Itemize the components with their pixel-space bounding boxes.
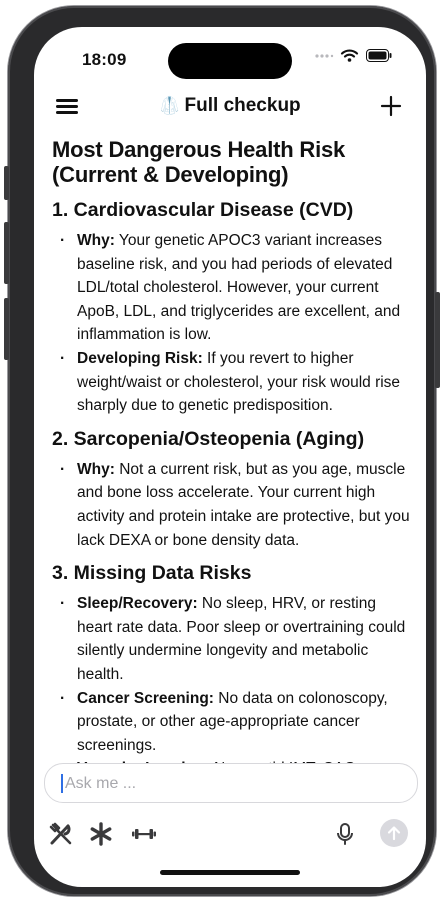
bullet-list xyxy=(52,592,412,781)
status-icons xyxy=(315,49,392,62)
dynamic-island xyxy=(168,43,292,79)
bullet-label: Sleep/Recovery: xyxy=(77,595,198,613)
home-indicator xyxy=(160,870,300,875)
bullet-list xyxy=(52,458,412,552)
composer-toolbar xyxy=(34,817,426,849)
volume-down-button xyxy=(4,298,9,360)
send-button[interactable] xyxy=(380,819,408,847)
section-title: 3. Missing Data Risks xyxy=(52,562,252,585)
bullet-text: Your genetic APOC3 variant increases baseline risk, and you had periods of elevated LDL/total cholesterol. However, your current ApoB, LDL, and triglycerides are excellent, and inflammation is low. xyxy=(77,232,401,344)
fork-knife-icon[interactable] xyxy=(48,821,74,847)
power-button xyxy=(435,292,440,388)
status-bar xyxy=(34,27,426,79)
message-composer[interactable] xyxy=(44,763,418,803)
bullet-label: Why: xyxy=(77,232,115,249)
status-time: 18:09 xyxy=(82,50,127,69)
bullet-text: No data on colonoscopy, prostate, or other age-appropriate cancer screenings. xyxy=(77,689,388,754)
phone-frame xyxy=(8,6,436,896)
wifi-icon xyxy=(341,49,358,62)
microphone-icon[interactable] xyxy=(332,821,358,847)
cellular-signal-icon xyxy=(315,52,333,60)
list-item xyxy=(52,687,412,758)
dumbbell-icon[interactable] xyxy=(130,821,158,847)
lab-coat-icon: 🥼 xyxy=(159,96,181,115)
battery-icon xyxy=(366,49,392,62)
article-heading: Most Dangerous Health Risk (Current & Developing) xyxy=(52,137,346,187)
volume-up-button xyxy=(4,222,9,284)
bullet-label: Why: xyxy=(77,460,115,478)
mute-switch xyxy=(4,166,9,200)
plus-icon[interactable] xyxy=(380,95,402,117)
phone-screen xyxy=(34,27,426,887)
section-title: 2. Sarcopenia/Osteopenia (Aging) xyxy=(52,427,365,450)
message-content xyxy=(52,135,412,757)
asterisk-icon[interactable] xyxy=(88,821,114,847)
bullet-text: Not a current risk, but as you age, muscle and bone loss accelerate. Your current high activity and protein intake are protective, but you lack DEXA or bone density data. xyxy=(77,460,410,549)
list-item xyxy=(52,229,412,347)
bullet-list xyxy=(52,229,412,418)
arrow-up-icon xyxy=(386,825,402,841)
section-title: 1. Cardiovascular Disease (CVD) xyxy=(52,199,354,221)
chat-title xyxy=(34,95,426,117)
chat-header xyxy=(34,87,426,127)
list-item xyxy=(52,458,412,552)
chat-title-text: Full checkup xyxy=(184,95,301,116)
bullet-text: No sleep, HRV, or resting heart rate data. Poor sleep or overtraining could silently undermine longevity and metabolic health. xyxy=(77,595,406,683)
bullet-label: Cancer Screening: xyxy=(77,689,214,707)
bullet-text: If you revert to higher weight/waist or cholesterol, your risk would rise sharply due to genetic predisposition. xyxy=(77,349,401,415)
list-item xyxy=(52,347,412,418)
list-item xyxy=(52,592,412,686)
bullet-label: Developing Risk: xyxy=(77,349,203,367)
message-input[interactable] xyxy=(63,764,397,804)
